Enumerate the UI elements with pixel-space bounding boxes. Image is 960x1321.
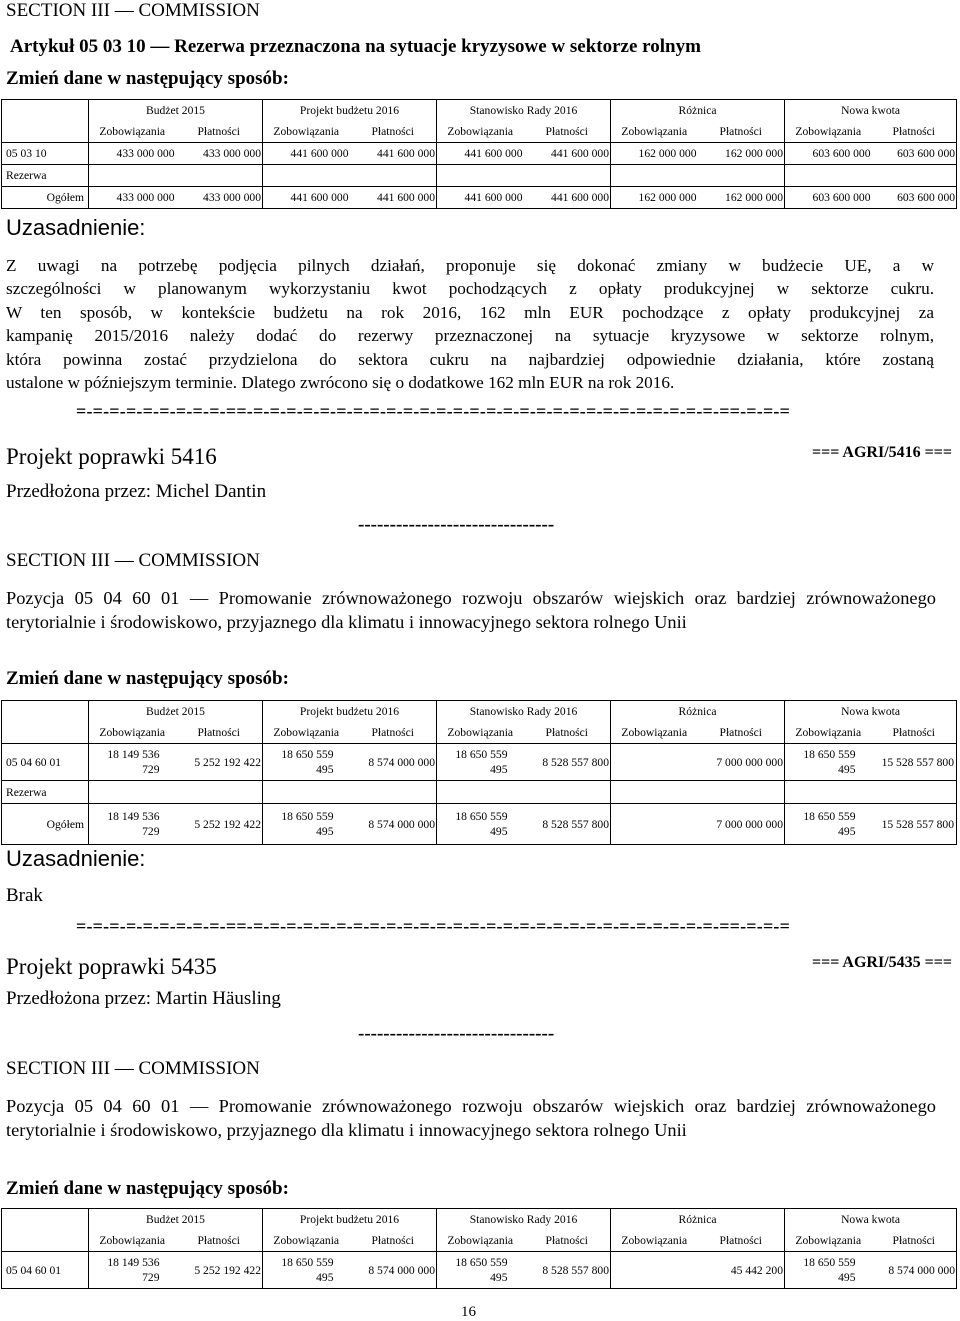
col-commitments: Zobowiązania [437, 121, 524, 143]
col-payments: Płatności [350, 121, 437, 143]
col-commitments: Zobowiązania [785, 121, 872, 143]
col-payments: Płatności [176, 121, 263, 143]
col-payments: Płatności [698, 121, 785, 143]
col-commitments: Zobowiązania [611, 121, 698, 143]
col-group-difference: Różnica [611, 100, 785, 122]
dash-separator: ------------------------------- [358, 1023, 555, 1044]
col-group-new-amount: Nowa kwota [785, 100, 957, 122]
page-number: 16 [461, 1304, 476, 1320]
position-title: Pozycja 05 04 60 01 — Promowanie zrównoważonego rozwoju obszarów wiejskich oraz bardziej zrównoważonego terytorialnie i środowiskowo, przyjaznego dla klimatu i innowacyjnego sektora rolnego Unii [6, 588, 936, 632]
amendment-tag: === AGRI/5416 === [811, 444, 952, 461]
change-instruction: Zmień dane w następujący sposób: [6, 68, 289, 89]
col-payments: Płatności [872, 121, 957, 143]
table-row: 05 03 10 433 000 000 433 000 000 441 600 000 441 600 000 441 600 000 441 600 000 162 000 000 162 000 000 603 600 000 603 600 000 [2, 143, 957, 165]
table-row: Ogółem 18 149 536 729 5 252 192 422 18 650 559 495 8 574 000 000 18 650 559 495 8 528 557 800 7 000 000 000 18 650 559 495 15 528 557 800 [2, 804, 957, 845]
col-payments: Płatności [524, 121, 611, 143]
col-group-draft-budget-2016: Projekt budżetu 2016 [263, 100, 437, 122]
submitted-by: Przedłożona przez: Martin Häusling [6, 988, 281, 1009]
position-title: Pozycja 05 04 60 01 — Promowanie zrównoważonego rozwoju obszarów wiejskich oraz bardziej zrównoważonego terytorialnie i środowiskowo, przyjaznego dla klimatu i innowacyjnego sektora rolnego Unii [6, 1096, 936, 1140]
col-commitments: Zobowiązania [263, 121, 350, 143]
separator: =-=-=-=-=-=-=-=-=-==-=-=-=-=-=-=-=-=-=-=-=-=-=-=-=-=-=-=-=-=-=-=-=-=-=-=-=-=-==-=-=-= [76, 916, 791, 936]
table-row: Rezerwa [2, 165, 957, 187]
justification-heading: Uzasadnienie: [6, 846, 146, 871]
budget-table-amendment-5416: Budżet 2015 Projekt budżetu 2016 Stanowisko Rady 2016 Różnica Nowa kwota Zobowiązania Płatności Zobowiązania Płatności Zobowiązania Płatności Zobowiązania Płatności Zobowiązania Płatności 05 04 60 01 18 149 536 729 5 252 192 422 18 650 559 495 8 574 000 000 18 650 559 495 8 528 557 800 7 000 000 000 18 650 559 495 15 528 557 800 Rezerwa Ogółem 18 149 536 729 5 252 192 422 18 650 559 495 8 574 000 000 18 650 559 495 8 528 557 800 7 000 000 000 18 650 559 495 15 528 557 800 [1, 700, 957, 845]
separator: =-=-=-=-=-=-=-=-=-==-=-=-=-=-=-=-=-=-=-=-=-=-=-=-=-=-=-=-=-=-=-=-=-=-=-=-=-=-==-=-=-= [76, 401, 791, 421]
justification-heading: Uzasadnienie: [6, 215, 146, 240]
col-group-council-position-2016: Stanowisko Rady 2016 [437, 100, 611, 122]
budget-table-article [1, 99, 957, 209]
amendment-title: Projekt poprawki 5435 [6, 954, 217, 979]
section-heading: SECTION III — COMMISSION [6, 0, 260, 21]
budget-table-amendment-5435: Budżet 2015 Projekt budżetu 2016 Stanowisko Rady 2016 Różnica Nowa kwota Zobowiązania Płatności Zobowiązania Płatności Zobowiązania Płatności Zobowiązania Płatności Zobowiązania Płatności 05 04 60 01 18 149 536 729 5 252 192 422 18 650 559 495 8 574 000 000 18 650 559 495 8 528 557 800 45 442 200 18 650 559 495 8 574 000 000 [1, 1208, 957, 1289]
section-heading: SECTION III — COMMISSION [6, 1058, 260, 1079]
table-row: Ogółem 433 000 000 433 000 000 441 600 000 441 600 000 441 600 000 441 600 000 162 000 000 162 000 000 603 600 000 603 600 000 [2, 187, 957, 209]
dash-separator: ------------------------------- [358, 514, 555, 535]
amendment-tag: === AGRI/5435 === [811, 954, 952, 971]
amendment-title: Projekt poprawki 5416 [6, 444, 217, 469]
col-group-budget-2015: Budżet 2015 [89, 100, 263, 122]
justification-text: Brak [6, 885, 43, 906]
change-instruction: Zmień dane w następujący sposób: [6, 668, 289, 689]
article-title: Artykuł 05 03 10 — Rezerwa przeznaczona na sytuacje kryzysowe w sektorze rolnym [10, 36, 701, 57]
table-row: 05 04 60 01 18 149 536 729 5 252 192 422 18 650 559 495 8 574 000 000 18 650 559 495 8 528 557 800 7 000 000 000 18 650 559 495 15 528 557 800 [2, 744, 957, 781]
submitted-by: Przedłożona przez: Michel Dantin [6, 481, 267, 502]
section-heading: SECTION III — COMMISSION [6, 550, 260, 571]
table-row: Rezerwa [2, 781, 957, 804]
change-instruction: Zmień dane w następujący sposób: [6, 1178, 289, 1199]
col-commitments: Zobowiązania [89, 121, 176, 143]
justification-text: Z uwagi na potrzebę podjęcia pilnych działań, proponuje się dokonać zmiany w budżecie UE, a w szczególności w planowanym wykorzystaniu kwot pochodzących z opłaty produkcyjnej w sektorze cukru. W ten sposób, w kontekście budżetu na rok 2016, 162 mln EUR pochodzące z opłaty produkcyjnej za kampanię 2015/2016 należy dodać do rezerwy przeznaczonej na sytuacje kryzysowe w sektorze rolnym, która powinna zostać przydzielona do sektora cukru na najbardziej odpowiednie działania, które zostaną ustalone w późniejszym terminie. Dlatego zwrócono się o dodatkowe 162 mln EUR na rok 2016. [6, 256, 934, 393]
table-row: 05 04 60 01 18 149 536 729 5 252 192 422 18 650 559 495 8 574 000 000 18 650 559 495 8 528 557 800 45 442 200 18 650 559 495 8 574 000 000 [2, 1252, 957, 1289]
